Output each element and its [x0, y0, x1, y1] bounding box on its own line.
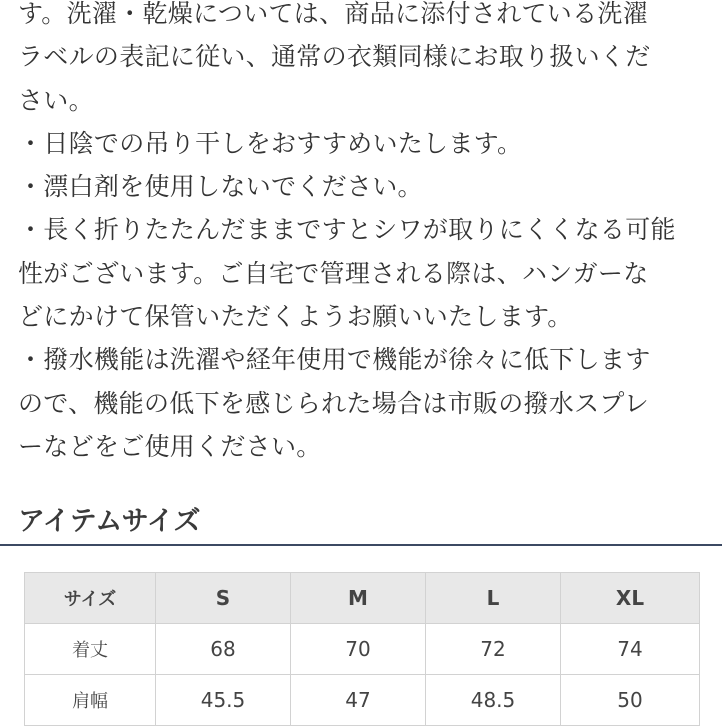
table-row [25, 624, 700, 675]
care-line: ーなどをご使用ください。 [18, 431, 322, 461]
care-line: ・日陰での吊り干しをおすすめいたします。 [18, 128, 523, 158]
table-cell: 48.5 [426, 675, 561, 726]
row-label-shoulder-width: 肩幅 [25, 675, 156, 726]
header-cell-xl: XL [561, 573, 700, 624]
care-line: ・漂白剤を使用しないでください。 [18, 172, 423, 202]
care-line: す。洗濯・乾燥については、商品に添付されている洗濯 [18, 0, 649, 28]
care-line: ・撥水機能は洗濯や経年使用で機能が徐々に低下します [18, 345, 651, 375]
table-header-row [25, 573, 700, 624]
table-cell: 68 [156, 624, 291, 675]
row-label-length: 着丈 [25, 624, 156, 675]
care-line: ・長く折りたたんだままですとシワが取りにくくなる可能 [18, 215, 676, 245]
size-table [24, 572, 700, 726]
care-instructions [18, 0, 718, 468]
header-cell-l: L [426, 573, 561, 624]
section-divider [0, 544, 722, 546]
table-row [25, 675, 700, 726]
care-line: さい。 [18, 85, 94, 115]
table-cell: 74 [561, 624, 700, 675]
care-line: ラベルの表記に従い、通常の衣類同様にお取り扱いくだ [18, 42, 651, 72]
table-cell: 47 [291, 675, 426, 726]
care-line: 性がございます。ご自宅で管理される際は、ハンガーな [18, 258, 649, 288]
header-cell-m: M [291, 573, 426, 624]
header-cell-s: S [156, 573, 291, 624]
table-cell: 45.5 [156, 675, 291, 726]
table-cell: 50 [561, 675, 700, 726]
table-cell: 70 [291, 624, 426, 675]
care-line: ので、機能の低下を感じられた場合は市販の撥水スプレ [18, 388, 650, 418]
care-line: どにかけて保管いただくようお願いいたします。 [18, 302, 573, 332]
section-title-item-size: アイテムサイズ [18, 506, 201, 537]
header-cell-size: サイズ [25, 573, 156, 624]
table-cell: 72 [426, 624, 561, 675]
